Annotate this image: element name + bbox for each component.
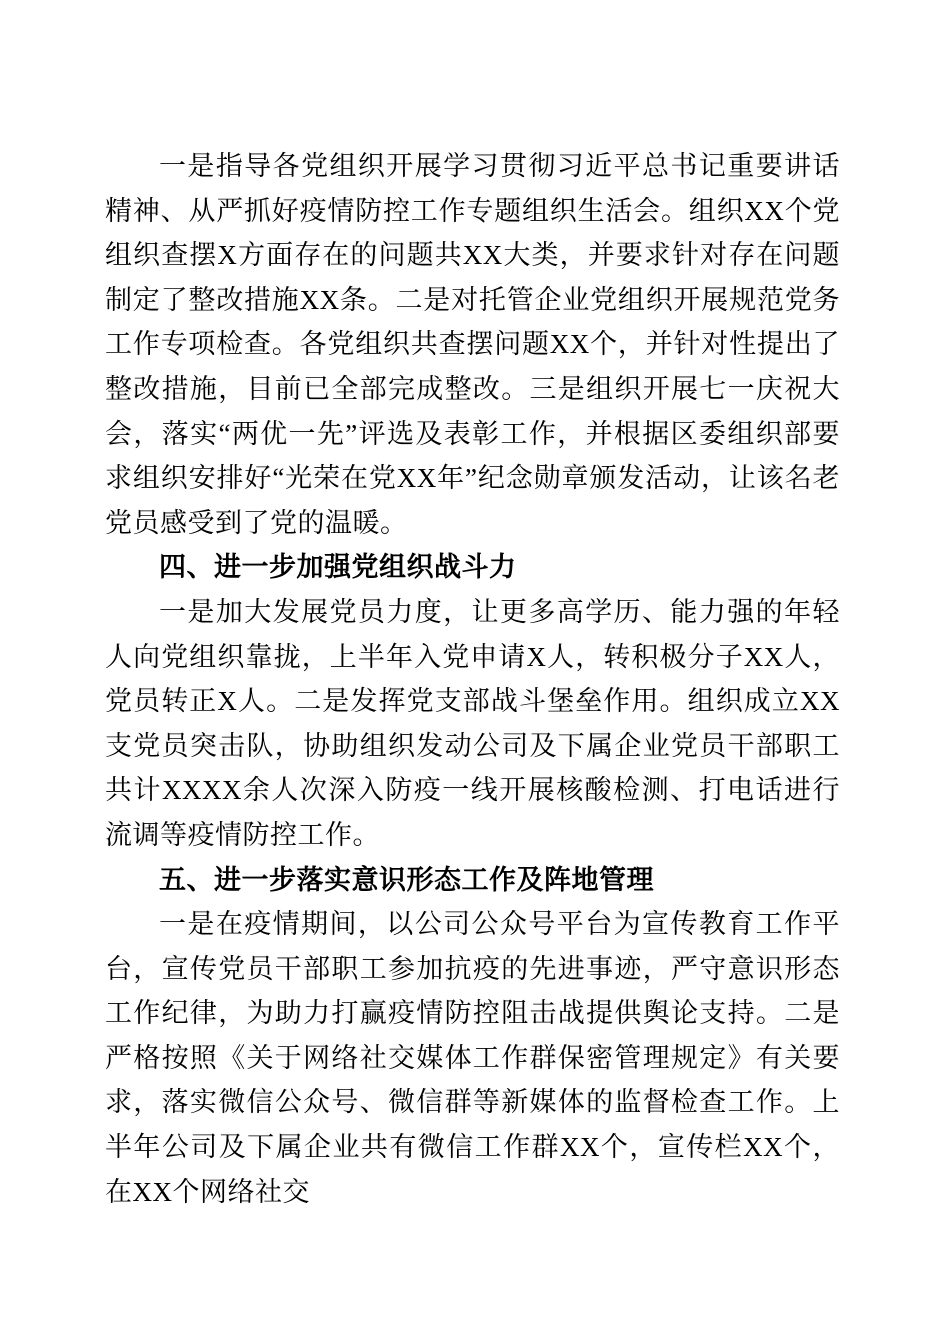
paragraph-work-summary-3: 一是指导各党组织开展学习贯彻习近平总书记重要讲话精神、从严抓好疫情防控工作专题组织生活会。组织XX个党组织查摆X方面存在的问题共XX大类，并要求针对存在问题制定了整改措施XX条。二是对托管企业党组织开展规范党务工作专项检查。各党组织共查摆问题XX个，并针对性提出了整改措施，目前已全部完成整改。三是组织开展七一庆祝大会，落实“两优一先”评选及表彰工作，并根据区委组织部要求组织安排好“光荣在党XX年”纪念勋章颁发活动，让该名老党员感受到了党的温暖。 [105,151,840,538]
heading-section-4: 四、进一步加强党组织战斗力 [159,552,517,583]
heading-section-5: 五、进一步落实意识形态工作及阵地管理 [159,864,654,895]
paragraph-section-4-body: 一是加大发展党员力度，让更多高学历、能力强的年轻人向党组织靠拢，上半年入党申请X人，转积极分子XX人，党员转正X人。二是发挥党支部战斗堡垒作用。组织成立XX支党员突击队，协助组织发动公司及下属企业党员干部职工共计XXXX余人次深入防疫一线开展核酸检测、打电话进行流调等疫情防控工作。 [105,596,840,850]
paragraph-section-5-body: 一是在疫情期间，以公司公众号平台为宣传教育工作平台，宣传党员干部职工参加抗疫的先进事迹，严守意识形态工作纪律，为助力打赢疫情防控阻击战提供舆论支持。二是严格按照《关于网络社交媒体工作群保密管理规定》有关要求，落实微信公众号、微信群等新媒体的监督检查工作。上半年公司及下属企业共有微信工作群XX个，宣传栏XX个，在XX个网络社交 [105,909,840,1207]
page-content [105,144,840,1214]
